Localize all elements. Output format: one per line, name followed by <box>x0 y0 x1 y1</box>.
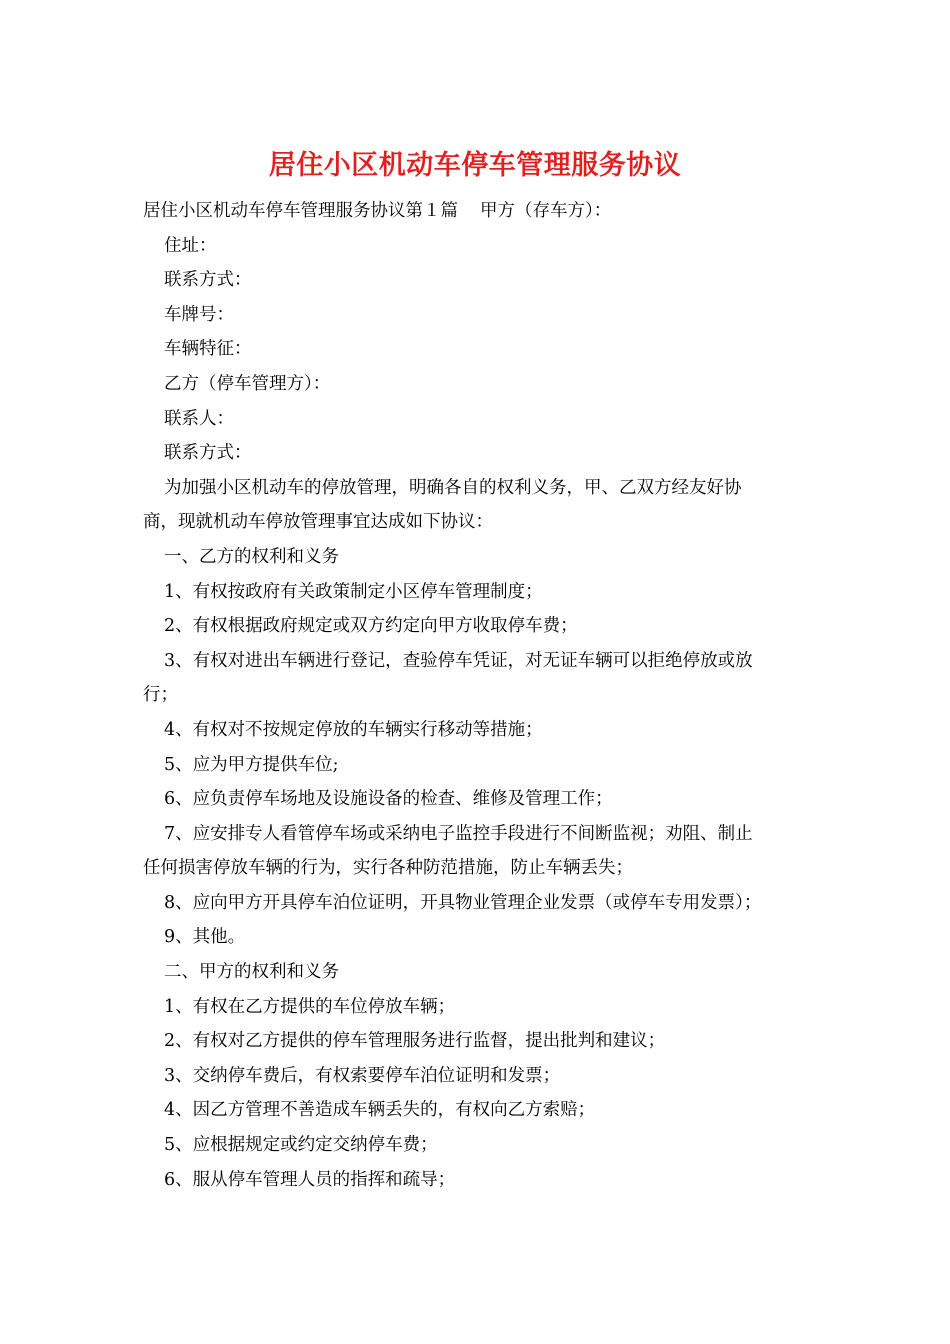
text-line <box>143 748 811 783</box>
text-line <box>143 402 811 437</box>
line-text: 4、因乙方管理不善造成车辆丢失的，有权向乙方索赔； <box>164 1100 596 1121</box>
text-line <box>143 1093 811 1128</box>
line-text: 1、有权在乙方提供的车位停放车辆； <box>164 996 456 1017</box>
line-text: 8、应向甲方开具停车泊位证明，开具物业管理企业发票（或停车专用发票）； <box>164 892 762 913</box>
text-line <box>143 505 811 540</box>
text-line <box>143 1024 811 1059</box>
line-text: 联系人： <box>164 408 234 429</box>
line-text: 居住小区机动车停车管理服务协议第１篇 <box>143 201 458 221</box>
text-line <box>143 990 811 1025</box>
text-line <box>143 782 811 817</box>
line-text: 6、应负责停车场地及设施设备的检查、维修及管理工作； <box>164 789 613 810</box>
line-text: 行； <box>143 685 178 706</box>
line-text: 9、其他。 <box>164 927 246 948</box>
line-text: 7、应安排专人看管停车场或采纳电子监控手段进行不间断监视；劝阻、制止 <box>164 823 753 844</box>
text-line <box>143 263 811 298</box>
line-text: 2、有权根据政府规定或双方约定向甲方收取停车费； <box>164 616 578 637</box>
text-line <box>143 609 811 644</box>
line-text: 4、有权对不按规定停放的车辆实行移动等措施； <box>164 719 543 740</box>
text-line <box>143 194 811 229</box>
line-text: 一、乙方的权利和义务 <box>164 546 339 567</box>
text-line <box>143 1059 811 1094</box>
line-text: 3、交纳停车费后，有权索要停车泊位证明和发票； <box>164 1065 561 1086</box>
party-a-heading: 甲方（存车方）： <box>480 201 612 221</box>
text-line <box>143 575 811 610</box>
line-text: 二、甲方的权利和义务 <box>164 962 339 983</box>
document-body <box>143 194 811 1197</box>
text-line <box>143 436 811 471</box>
line-text: 5、应为甲方提供车位; <box>164 754 339 775</box>
line-text: 商，现就机动车停放管理事宜达成如下协议： <box>143 512 493 533</box>
line-text: 联系方式： <box>164 443 252 464</box>
line-text: 车辆特征： <box>164 339 252 360</box>
line-text: 住址： <box>164 235 217 256</box>
text-line <box>143 644 811 679</box>
text-line <box>143 367 811 402</box>
line-text: 1、有权按政府有关政策制定小区停车管理制度； <box>164 581 543 602</box>
line-text: 任何损害停放车辆的行为，实行各种防范措施，防止车辆丢失； <box>143 858 633 879</box>
line-text: 6、服从停车管理人员的指挥和疏导； <box>164 1169 456 1190</box>
text-line <box>143 1128 811 1163</box>
text-line <box>143 1163 811 1198</box>
text-line <box>143 817 811 852</box>
line-text: 5、应根据规定或约定交纳停车费； <box>164 1135 438 1156</box>
line-text: 乙方（停车管理方）： <box>164 373 331 394</box>
text-line <box>143 229 811 264</box>
line-text: 为加强小区机动车的停放管理，明确各自的权利义务，甲、乙双方经友好协 <box>164 477 742 498</box>
text-line <box>143 298 811 333</box>
text-line <box>143 920 811 955</box>
text-line <box>143 678 811 713</box>
text-line <box>143 886 811 921</box>
text-line <box>143 471 811 506</box>
text-line <box>143 540 811 575</box>
document-title: 居住小区机动车停车管理服务协议 <box>268 150 682 181</box>
line-text: 联系方式： <box>164 270 252 291</box>
text-line <box>143 332 811 367</box>
text-line <box>143 713 811 748</box>
line-text: 车牌号： <box>164 304 234 325</box>
line-text: 2、有权对乙方提供的停车管理服务进行监督，提出批判和建议； <box>164 1031 666 1052</box>
text-line <box>143 851 811 886</box>
text-line <box>143 955 811 990</box>
line-text: 3、有权对进出车辆进行登记，查验停车凭证，对无证车辆可以拒绝停放或放 <box>164 650 753 671</box>
